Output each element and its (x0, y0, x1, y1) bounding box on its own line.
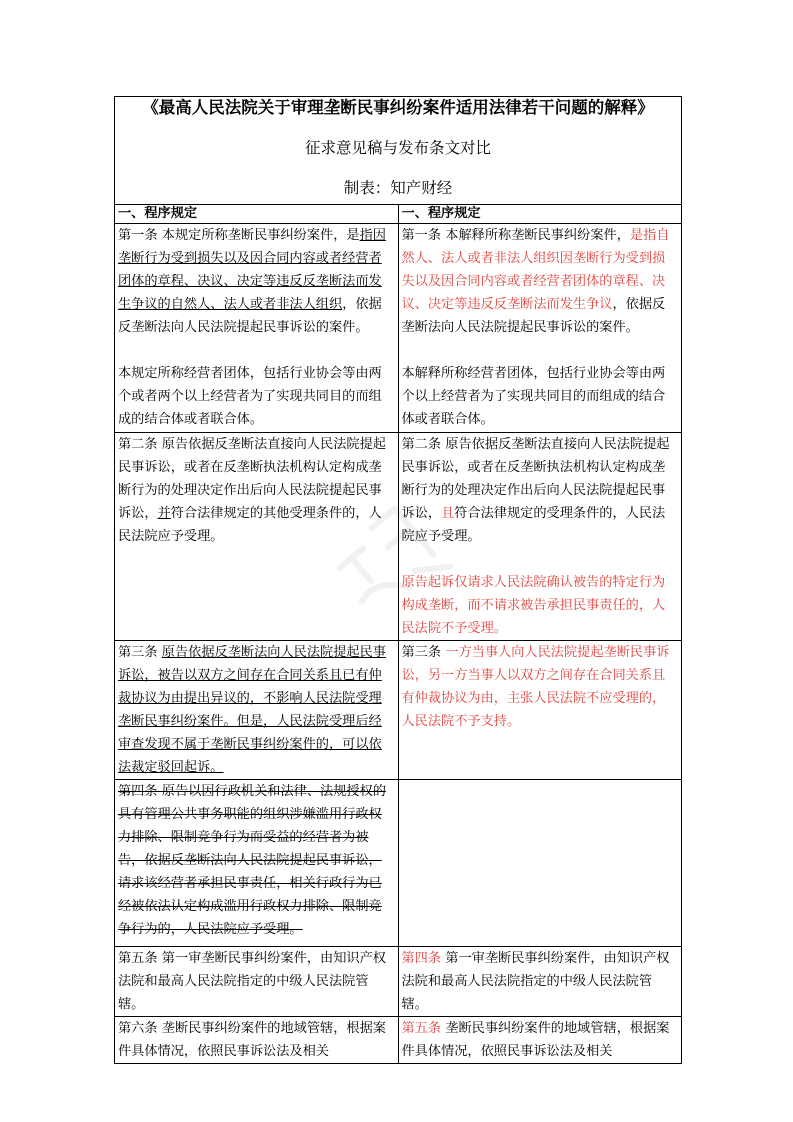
article-1-final: 第一条 本解释所称垄断民事纠纷案件，是指自然人、法人或者非法人组织因垄断行为受到损失以及因合同内容或者经营者团体的章程、决议、决定等违反反垄断法而发生争议，依据反垄断法向人民法院提起民事诉讼的案件。 本解释所称经营者团体，包括行业协会等由两个以上经营者为了实现共同目的而组成的结合体或者联合体。 (398, 224, 682, 433)
section-heading-left: 一、程序规定 (115, 205, 399, 224)
article-1-draft: 第一条 本规定所称垄断民事纠纷案件，是指因垄断行为受到损失以及因合同内容或者经营者团体的章程、决议、决定等违反反垄断法而发生争议的自然人、法人或者非法人组织，依据反垄断法向人民法院提起民事诉讼的案件。 本规定所称经营者团体，包括行业协会等由两个或者两个以上经营者为了实现共同目的而组成的结合体或者联合体。 (115, 224, 399, 433)
article-4-draft-deleted: 第四条 原告以因行政机关和法律、法规授权的具有管理公共事务职能的组织涉嫌滥用行政权力排除、限制竞争行为而受益的经营者为被告，依据反垄断法向人民法院提起民事诉讼，请求该经营者承担民事责任，相关行政行为已经被依法认定构成滥用行政权力排除、限制竞争行为的，人民法院应予受理。 (115, 780, 399, 947)
article-1-draft-para2: 本规定所称经营者团体，包括行业协会等由两个或者两个以上经营者为了实现共同目的而组成的结合体或者联合体。 (118, 366, 382, 427)
article-5-final: 第四条 第一审垄断民事纠纷案件，由知识产权法院和最高人民法院指定的中级人民法院管辖。 (398, 947, 682, 1017)
article-4-final-empty (398, 780, 682, 947)
article-2-final-para2: 原告起诉仅请求人民法院确认被告的特定行为构成垄断，而不请求被告承担民事责任的，人民法院不予受理。 (401, 575, 666, 636)
article-1-final-changed: 是指自然人、法人或者非法人组织因垄断行为受到损失以及因合同内容或者经营者团体的章程、决议、决定等违反反垄断法而发生争议 (401, 228, 670, 312)
article-2-final: 第二条 原告依据反垄断法直接向人民法院提起民事诉讼，或者在反垄断执法机构认定构成垄断行为的处理决定作出后向人民法院提起民事诉讼，且符合法律规定的受理条件的，人民法院应予受理。 原告起诉仅请求人民法院确认被告的特定行为构成垄断，而不请求被告承担民事责任的，人民法院不予受理。 (398, 433, 682, 641)
document-subtitle: 征求意见稿与发布条文对比 (304, 139, 491, 157)
comparison-table (114, 96, 682, 1064)
section-heading-right: 一、程序规定 (398, 205, 682, 224)
table-header (115, 97, 682, 205)
article-3-final: 第三条 一方当事人向人民法院提起垄断民事诉讼，另一方当事人以双方之间存在合同关系且有仲裁协议为由，主张人民法院不应受理的，人民法院不予支持。 (398, 641, 682, 780)
article-5-draft: 第五条 第一审垄断民事纠纷案件，由知识产权法院和最高人民法院指定的中级人民法院管辖。 (115, 947, 399, 1017)
article-3-draft: 第三条 原告依据反垄断法向人民法院提起民事诉讼，被告以双方之间存在合同关系且已有仲裁协议为由提出异议的，不影响人民法院受理垄断民事纠纷案件。但是，人民法院受理后经审查发现不属于垄断民事纠纷案件的，可以依法裁定驳回起诉。 (115, 641, 399, 780)
article-1-draft-changed: 指因垄断行为受到损失以及因合同内容或者经营者团体的章程、决议、决定等违反反垄断法而发生争议的自然人、法人或者非法人组织 (118, 228, 386, 312)
document-title: 《最高人民法院关于审理垄断民事纠纷案件适用法律若干问题的解释》 (142, 98, 654, 117)
article-1-final-para2: 本解释所称经营者团体，包括行业协会等由两个以上经营者为了实现共同目的而组成的结合体或者联合体。 (401, 366, 666, 427)
article-6-draft: 第六条 垄断民事纠纷案件的地域管辖，根据案件具体情况，依照民事诉讼法及相关 (115, 1017, 399, 1064)
document-maker: 制表：知产财经 (343, 179, 453, 197)
article-6-final: 第五条 垄断民事纠纷案件的地域管辖，根据案件具体情况，依照民事诉讼法及相关 (398, 1017, 682, 1064)
article-2-draft: 第二条 原告依据反垄断法直接向人民法院提起民事诉讼，或者在反垄断执法机构认定构成垄断行为的处理决定作出后向人民法院提起民事诉讼，并符合法律规定的其他受理条件的，人民法院应予受理。 (115, 433, 399, 641)
